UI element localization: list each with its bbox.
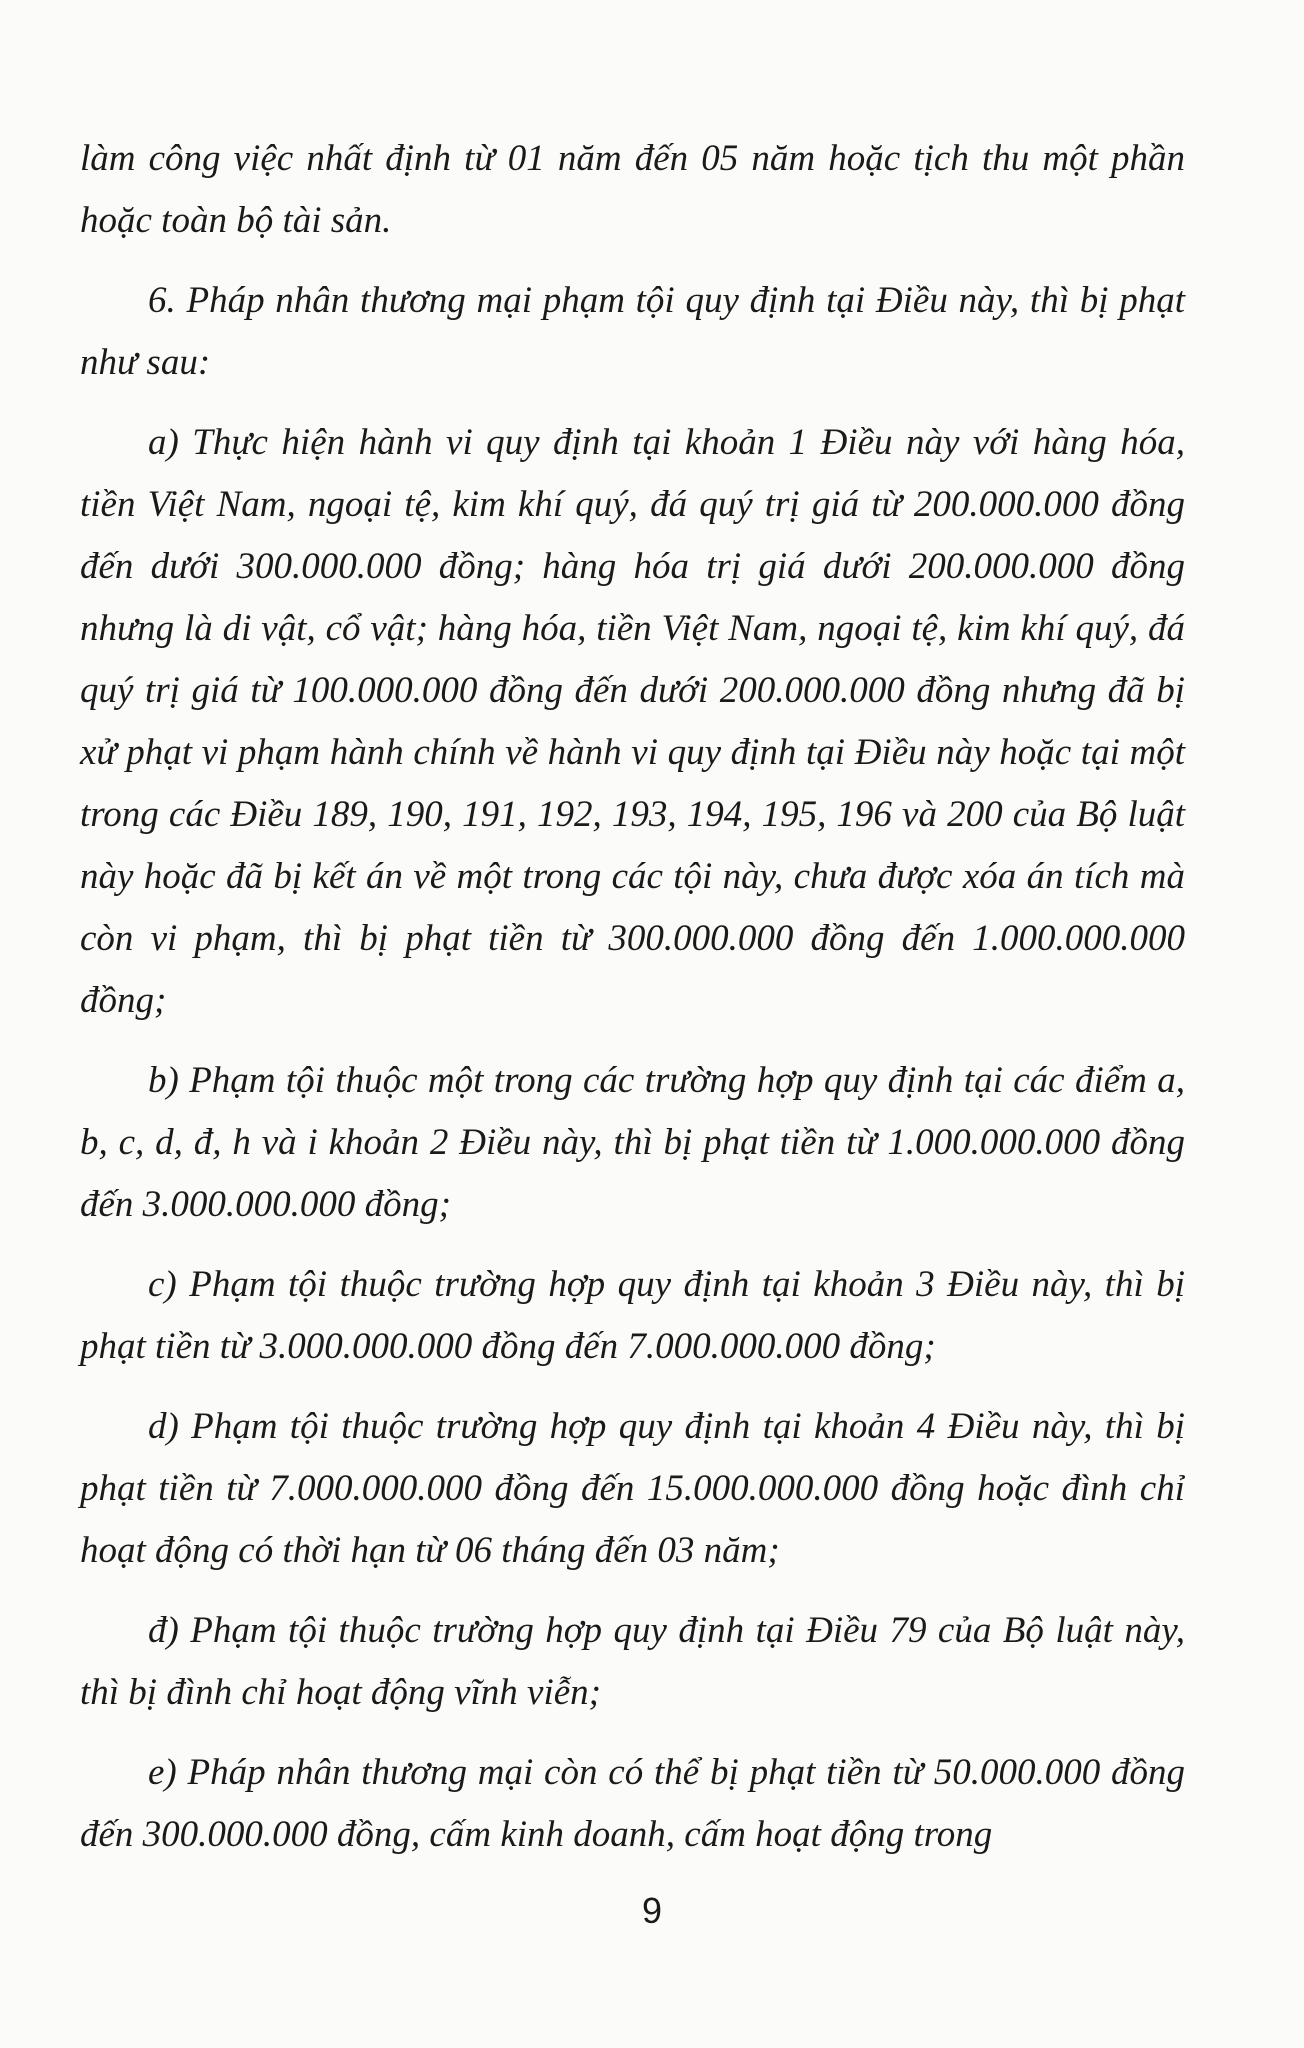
paragraph-point-a: a) Thực hiện hành vi quy định tại khoản 1 Điều này với hàng hóa, tiền Việt Nam, ngoại tệ, kim khí quý, đá quý trị giá từ 200.000.000 đồng đến dưới 300.000.000 đồng; hàng hóa trị giá dưới 200.000.000 đồng nhưng là di vật, cổ vật; hàng hóa, tiền Việt Nam, ngoại tệ, kim khí quý, đá quý trị giá từ 100.000.000 đồng đến dưới 200.000.000 đồng nhưng đã bị xử phạt vi phạm hành chính về hành vi quy định tại Điều này hoặc tại một trong các Điều 189, 190, 191, 192, 193, 194, 195, 196 và 200 của Bộ luật này hoặc đã bị kết án về một trong các tội này, chưa được xóa án tích mà còn vi phạm, thì bị phạt tiền từ 300.000.000 đồng đến 1.000.000.000 đồng; [80, 422, 1185, 1021]
paragraph-clause-6: 6. Pháp nhân thương mại phạm tội quy định tại Điều này, thì bị phạt như sau: [80, 280, 1185, 383]
paragraph-point-b: b) Phạm tội thuộc một trong các trường hợp quy định tại các điểm a, b, c, d, đ, h và i khoản 2 Điều này, thì bị phạt tiền từ 1.000.000.000 đồng đến 3.000.000.000 đồng; [80, 1060, 1185, 1225]
paragraph-point-c: c) Phạm tội thuộc trường hợp quy định tại khoản 3 Điều này, thì bị phạt tiền từ 3.000.000.000 đồng đến 7.000.000.000 đồng; [80, 1264, 1185, 1367]
paragraph-point-dd: đ) Phạm tội thuộc trường hợp quy định tại Điều 79 của Bộ luật này, thì bị đình chỉ hoạt động vĩnh viễn; [80, 1610, 1185, 1713]
paragraph-continuation: làm công việc nhất định từ 01 năm đến 05 năm hoặc tịch thu một phần hoặc toàn bộ tài sản. [80, 138, 1185, 241]
paragraph-point-e: e) Pháp nhân thương mại còn có thể bị phạt tiền từ 50.000.000 đồng đến 300.000.000 đồng, cấm kinh doanh, cấm hoạt động trong [80, 1752, 1185, 1855]
paragraph-point-d: d) Phạm tội thuộc trường hợp quy định tại khoản 4 Điều này, thì bị phạt tiền từ 7.000.000.000 đồng đến 15.000.000.000 đồng hoặc đình chỉ hoạt động có thời hạn từ 06 tháng đến 03 năm; [80, 1406, 1185, 1571]
body-text [80, 128, 1185, 1884]
page-number: 9 [641, 1890, 663, 1931]
